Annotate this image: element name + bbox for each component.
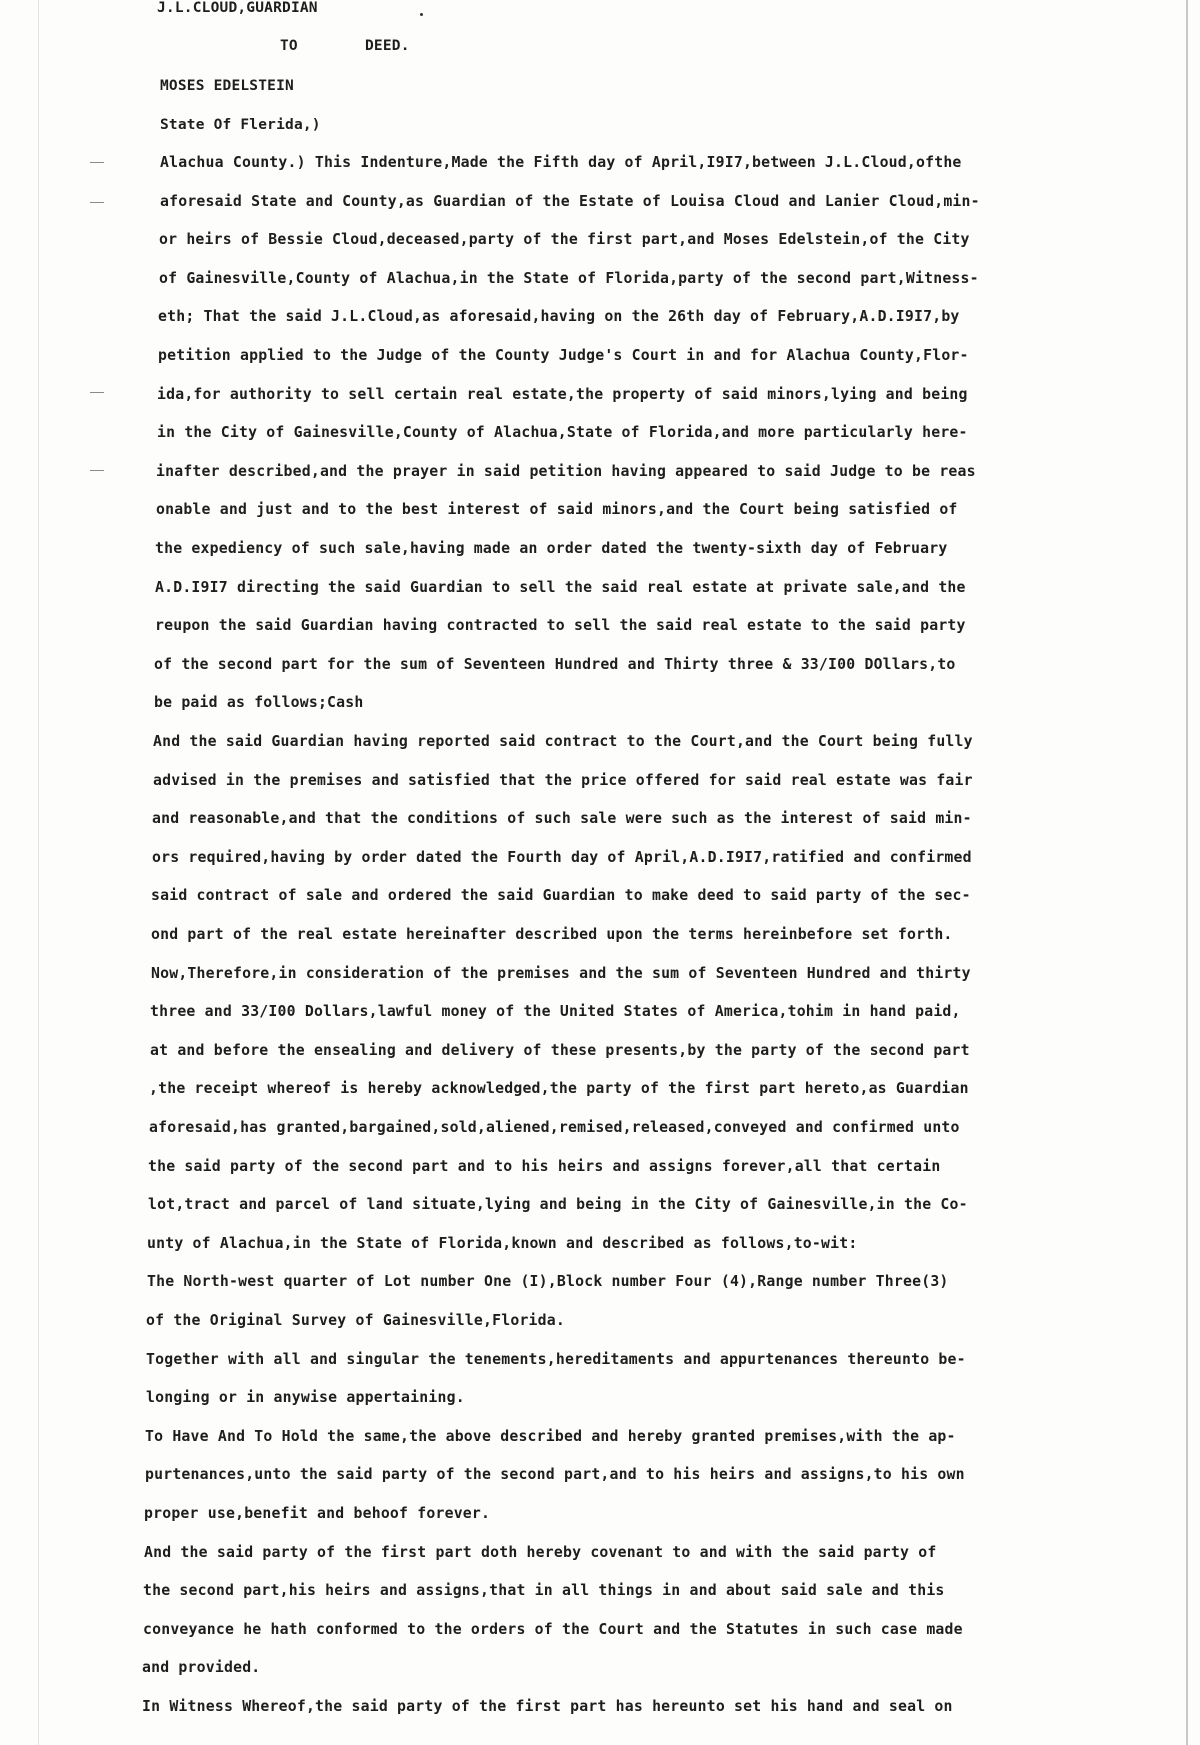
deed-line: petition applied to the Judge of the County Judge's Court in and for Alachua County,Flor- [158,347,969,364]
margin-tick [90,470,104,471]
deed-line: purtenances,unto the said party of the second part,and to his heirs and assigns,to his own [145,1466,965,1483]
header-grantor: J.L.CLOUD,GUARDIAN [157,0,318,16]
deed-line: To Have And To Hold the same,the above described and hereby granted premises,with the ap- [145,1428,956,1445]
deed-line: proper use,benefit and behoof forever. [144,1505,491,1522]
deed-line: aforesaid,has granted,bargained,sold,aliened,remised,released,conveyed and confirmed unto [149,1119,960,1136]
deed-line: or heirs of Bessie Cloud,deceased,party of the first part,and Moses Edelstein,of the City [159,231,970,248]
margin-tick [90,392,104,393]
deed-line: of Gainesville,County of Alachua,in the State of Florida,party of the second part,Witness- [159,270,979,287]
deed-line: In Witness Whereof,the said party of the first part has hereunto set his hand and seal on [142,1698,953,1715]
deed-line: ond part of the real estate hereinafter described upon the terms hereinbefore set forth. [151,926,953,943]
deed-line: of the Original Survey of Gainesville,Florida. [146,1312,565,1329]
header-instrument: DEED. [365,38,410,54]
deed-line: the second part,his heirs and assigns,that in all things in and about said sale and this [143,1582,945,1599]
deed-line: said contract of sale and ordered the said Guardian to make deed to said party of the sec- [151,887,971,904]
page-edge-right [1186,0,1188,1745]
margin-tick [90,162,104,163]
deed-line: ida,for authority to sell certain real estate,the property of said minors,lying and being [157,386,968,403]
deed-line: be paid as follows;Cash [154,694,364,711]
deed-line: And the said Guardian having reported said contract to the Court,and the Court being fully [153,733,973,750]
deed-line: The North-west quarter of Lot number One (I),Block number Four (4),Range number Three(3) [147,1273,949,1290]
deed-line: A.D.I9I7 directing the said Guardian to sell the said real estate at private sale,and the [155,579,966,596]
deed-line: the said party of the second part and to his heirs and assigns forever,all that certain [148,1158,941,1175]
header-state: State Of Flerida,) [160,117,321,133]
deed-line: and provided. [142,1659,261,1676]
header-grantee: MOSES EDELSTEIN [160,78,294,94]
deed-line: three and 33/I00 Dollars,lawful money of the United States of America,tohim in hand paid, [150,1003,961,1020]
deed-line: eth; That the said J.L.Cloud,as aforesaid,having on the 26th day of February,A.D.I9I7,by [158,308,960,325]
deed-line: at and before the ensealing and delivery of these presents,by the party of the second part [150,1042,970,1059]
deed-line: longing or in anywise appertaining. [146,1389,465,1406]
header-to: TO [280,38,298,54]
deed-line: of the second part for the sum of Seventeen Hundred and Thirty three & 33/I00 DOllars,to [154,656,956,673]
deed-line: inafter described,and the prayer in said petition having appeared to said Judge to be reas [156,463,976,480]
deed-line: Alachua County.) This Indenture,Made the Fifth day of April,I9I7,between J.L.Cloud,ofthe [160,154,962,171]
deed-line: reupon the said Guardian having contracted to sell the said real estate to the said party [155,617,966,634]
deed-line: unty of Alachua,in the State of Florida,known and described as follows,to-wit: [147,1235,858,1252]
deed-line: the expediency of such sale,having made an order dated the twenty-sixth day of February [155,540,948,557]
deed-line: aforesaid State and County,as Guardian of the Estate of Louisa Cloud and Lanier Cloud,min- [160,193,980,210]
deed-line: Now,Therefore,in consideration of the premises and the sum of Seventeen Hundred and thirty [151,965,971,982]
stray-mark [420,13,423,16]
deed-line: lot,tract and parcel of land situate,lying and being in the City of Gainesville,in the Co- [148,1196,968,1213]
margin-tick [90,202,104,203]
deed-line: onable and just and to the best interest of said minors,and the Court being satisfied of [156,501,958,518]
deed-line: advised in the premises and satisfied that the price offered for said real estate was fair [153,772,973,789]
deed-line: ,the receipt whereof is hereby acknowledged,the party of the first part hereto,as Guardian [149,1080,969,1097]
deed-line: And the said party of the first part doth hereby covenant to and with the said party of [144,1544,937,1561]
deed-line: Together with all and singular the tenements,hereditaments and appurtenances thereunto be- [146,1351,966,1368]
deed-line: conveyance he hath conformed to the orders of the Court and the Statutes in such case made [143,1621,963,1638]
page-edge-left [38,0,39,1745]
deed-line: in the City of Gainesville,County of Alachua,State of Florida,and more particularly here- [157,424,968,441]
deed-line: and reasonable,and that the conditions of such sale were such as the interest of said min- [152,810,972,827]
deed-line: ors required,having by order dated the Fourth day of April,A.D.I9I7,ratified and confirmed [152,849,972,866]
